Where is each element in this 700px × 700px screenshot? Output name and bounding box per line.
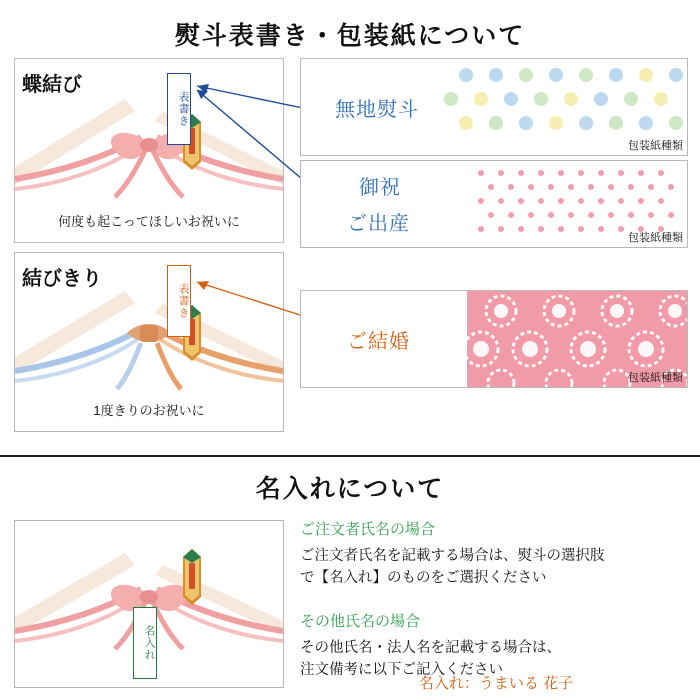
- page-title-noshi: 熨斗表書き・包装紙について: [174, 22, 526, 50]
- pattern-card-kekkon: [300, 290, 688, 388]
- naire-line-other-2: 注文備考に以下ご記入ください: [300, 662, 503, 679]
- noshi-type-muji: 無地熨斗: [335, 99, 419, 121]
- page-title-naire: 名入れについて: [255, 475, 445, 503]
- noshi-card-naire: [14, 520, 284, 688]
- naire-heading-orderer: ご注文者氏名の場合: [300, 521, 436, 538]
- naire-heading-other: その他氏名の場合: [300, 613, 421, 630]
- naire-line-orderer-1: ご注文者氏名を記載する場合は、熨斗の選択肢: [300, 548, 605, 564]
- label-musubikiri: 結びきり: [22, 268, 102, 290]
- label-chomusubi: 蝶結び: [22, 74, 82, 96]
- naire-line-orderer-2: で【名入れ】のものをご選択ください: [300, 570, 547, 587]
- noshi-type-oiwai: 御祝: [359, 177, 401, 199]
- pattern-card-muji: [300, 58, 688, 156]
- noshi-type-kekkon: ご結婚: [347, 331, 410, 353]
- omotegaki-label-chomusubi: 表書き: [167, 73, 191, 145]
- pattern-caption-kekkon: 包装紙種類: [628, 372, 683, 384]
- omotegaki-label-musubikiri: 表書き: [167, 265, 191, 337]
- caption-chomusubi: 何度も起こってほしいお祝いに: [58, 214, 240, 229]
- pattern-caption-oiwai: 包装紙種類: [628, 232, 683, 244]
- naire-sample-name: 名入れ：うまいる 花子: [418, 675, 574, 692]
- pattern-caption-muji: 包装紙種類: [628, 140, 683, 152]
- caption-musubikiri: 1度きりのお祝いに: [93, 403, 205, 418]
- naire-text-block-1: [300, 518, 692, 590]
- naire-line-other-1: その他氏名・法人名を記載する場合は、: [300, 640, 561, 656]
- pattern-card-oiwai: [300, 160, 688, 248]
- noshi-type-shussan: ご出産: [347, 213, 410, 235]
- naire-label: 名入れ: [133, 607, 157, 679]
